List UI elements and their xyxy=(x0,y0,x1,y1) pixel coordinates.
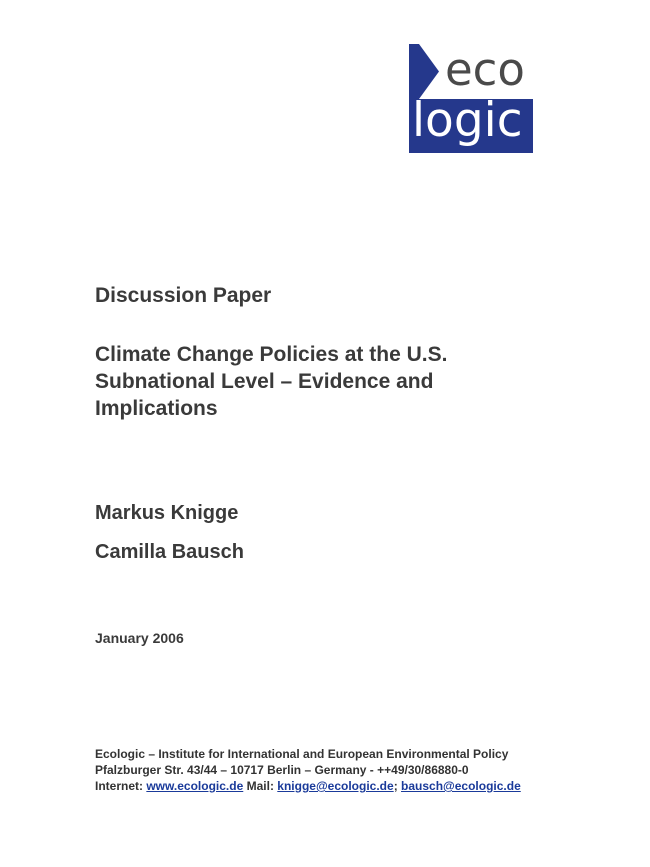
institute-address: Pfalzburger Str. 43/44 – 10717 Berlin – Germany - ++49/30/86880-0 xyxy=(95,763,469,777)
logo-bottom-band xyxy=(409,99,533,153)
logo-word-logic: logic xyxy=(412,99,523,148)
logo-top-band xyxy=(409,44,533,99)
document-title xyxy=(95,341,555,422)
logo-word-eco: eco xyxy=(445,43,525,96)
author-name: Markus Knigge xyxy=(95,502,239,524)
email-separator: ; xyxy=(393,779,398,793)
title-line: Climate Change Policies at the U.S. xyxy=(95,343,448,366)
publication-date: January 2006 xyxy=(95,630,184,646)
document-type: Discussion Paper xyxy=(95,284,272,307)
title-line: Implications xyxy=(95,397,218,420)
title-line: Subnational Level – Evidence and xyxy=(95,370,434,393)
author-list xyxy=(95,500,244,565)
institute-name: Ecologic – Institute for International and European Environmental Policy xyxy=(95,747,509,761)
ecologic-logo xyxy=(409,44,533,153)
mail-label: Mail: xyxy=(246,779,274,793)
website-link[interactable]: www.ecologic.de xyxy=(146,779,244,793)
footer-contact xyxy=(95,746,521,794)
author-name: Camilla Bausch xyxy=(95,541,244,563)
contact-line xyxy=(95,778,521,794)
email-link-bausch[interactable]: bausch@ecologic.de xyxy=(401,779,521,793)
email-link-knigge[interactable]: knigge@ecologic.de xyxy=(277,779,394,793)
internet-label: Internet: xyxy=(95,779,143,793)
logo-arrow-icon xyxy=(409,44,439,99)
